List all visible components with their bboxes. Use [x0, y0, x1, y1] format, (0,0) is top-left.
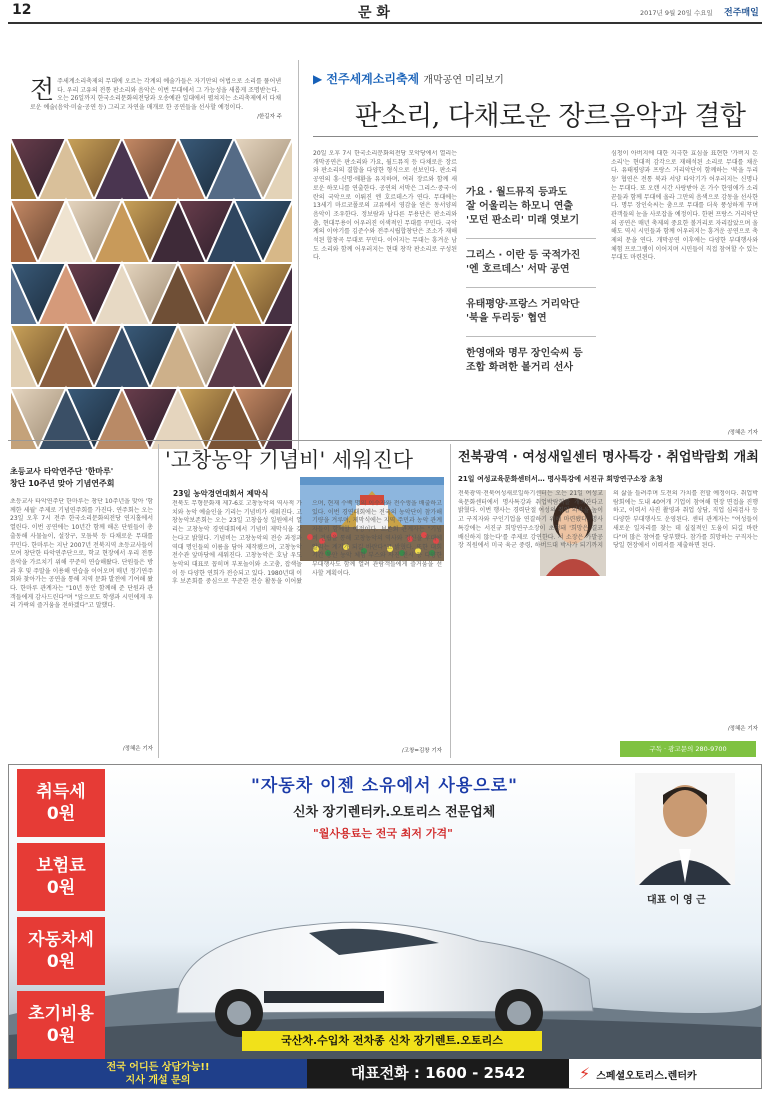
subscribe-phone: 280-9700: [695, 745, 727, 753]
jeonbuk-headline: 전북광역 · 여성새일센터 명사특강 · 취업박람회 개최: [458, 450, 759, 465]
festival-col1: 20일 오후 7시 한국소리문화의전당 모악당에서 열리는 개막공연은 판소리와 가요, 월드뮤직 등 다채로운 장르와 판소리의 결합을 다양한 형식으로 선보인다. 판소리 공연의 흥·신명·애환을 유지하며, 여러 장르와 함께 새로운 하모니를 연출한다. 공연의 서막은 그리스·중국·이란의 국악으로 이뤄진 엔 호르데스가 연다. 무대에는 13세기 마르코폴로의 교류에서 영감을 얻은 동서양의 음악이 조우한다. 정보람과 남다른 무용단은 판소리와 춤, 현대무용이 어우러진 이색적인 무대를 꾸민다. 국악계의 이야기를 김준수와 전주시립합창단은 조소가 재해석된 합창곡 무대로 꾸민다. 이어지는 무대는 흥겨운 남도 소리와 함께 어우러지는 현대 창작 판소리로 구성된다.: [313, 150, 457, 262]
nongak-credit: /고창=김창 기자: [401, 748, 442, 754]
pull-quote: 유태평양·프랑스 거리악단 '북을 두리둥' 협연: [466, 299, 580, 324]
ad-phone: 대표전화 : 1600 - 2542: [307, 1059, 569, 1088]
festival-col3-wrap: [611, 150, 758, 442]
intro-dropcap: 전: [30, 75, 55, 104]
subscribe-bar: [620, 741, 756, 757]
performer-photo-collage: [10, 138, 293, 450]
ad-box-acquisition-tax: 취득세 0원: [17, 769, 105, 837]
hanmaru-body-wrap: [10, 498, 153, 758]
jeonbuk-body: 전북광역·전북여성새로일하기센터는 오는 21일 여성교육문화센터에서 명사특강과 취업박람회를 개최한다고 밝혔다. 이번 행사는 경력단절 여성의 취업 의욕을 높이고 구직자와 구인기업을 연결하기 위해 마련됐다. 명사특강에는 서진규 희망연구소장이 초청돼 '희망은 결코 배신하지 않는다'를 주제로 강연한다. 서 소장은 가발공장 직원에서 미국 육군 중령, 하버드대 박사가 되기까지의 삶을 들려주며 도전의 가치를 전할 예정이다. 취업박람회에는 도내 40여개 기업이 참여해 현장 면접을 진행하고, 이력서 사진 촬영과 취업 상담, 직업 심리검사 등 다양한 부대행사도 운영된다. 센터 관계자는 "여성들이 새로운 일자리를 찾는 데 실질적인 도움이 되길 바란다"며 많은 참여를 당부했다. 참가를 희망하는 구직자는 당일 현장에서 이력서를 제출하면 된다.: [458, 490, 758, 550]
brand-logo-icon: ⚡: [579, 1064, 591, 1083]
ad-box-insurance: 보험료 0원: [17, 843, 105, 911]
ad-recruit-line1: 전국 어디든 상담가능!!: [106, 1062, 210, 1073]
section-title: 문 화: [358, 5, 390, 21]
jeonbuk-body-wrap: [458, 490, 758, 736]
ad-recruit-box: [9, 1059, 307, 1089]
ad-ceo-name: 대표 이 영 근: [647, 895, 706, 906]
festival-credit: /정혜은 기자: [727, 430, 758, 436]
ad-business-line: 신차 장기렌터카.오토리스 전문업체: [293, 805, 496, 820]
ad-banner: 국산차.수입차 전차종 신차 장기렌트.오토리스: [242, 1031, 542, 1051]
headline-rule: [313, 136, 758, 137]
pull-quote: 그리스 · 이란 등 국적가진 '엔 호르데스' 서막 공연: [466, 250, 581, 275]
column-rule: [450, 444, 451, 758]
column-rule: [298, 60, 299, 450]
header-rule: [8, 22, 762, 24]
festival-kicker: ▶ 전주세계소리축제 개막공연 미리보기: [313, 72, 504, 86]
ad-box-car-tax: 자동차세 0원: [17, 917, 105, 985]
pull-rule: [466, 287, 596, 288]
intro-text: 주세계소리축제의 무대에 오르는 각계의 예술가들은 자기만의 어법으로 소리를 풀어낸다. 우리 고유의 전통 판소리와 음악은 이번 무대에서 그 가능성을 새롭게 조명받는다. 오는 26일까지 한국소리문화의전당과 오송예관 일대에서 펼쳐지는 소리축제에서 다채로운 예술(음악·미술·공연 등) 그리고 자연을 매개로 한 공연들을 선사할 예정이다.: [30, 78, 282, 112]
festival-kicker-main: 전주세계소리축제: [326, 72, 420, 86]
nongak-body: 전북도 무형문화재 제7-6호 고창농악의 역사적 가치와 농악 예술인을 기리는 기념비가 세워진다. 고창농악보존회는 오는 23일 고창읍성 일원에서 열리는 고창농악 경연대회에서 기념비 제막식을 갖는다고 밝혔다. 기념비는 고창농악의 전승 과정과 역대 명인들의 이름을 담아 제작됐으며, 고창농악전수관 앞마당에 세워진다. 고창농악은 호남 우도농악의 대표로 꼽히며 부포놀이와 소고춤, 잡색놀이 등 다양한 연희가 전승되고 있다. 1980년대 이후 보존회를 중심으로 꾸준한 전승 활동을 이어왔으며, 현재 수백 명의 이수자와 전수생을 배출하고 있다. 이번 경연대회에는 전국의 농악단이 참가해 기량을 겨루며, 제막식에는 지역 주민과 농악 관계자들이 함께할 예정이다. 보존회 관계자는 "기념비 건립을 통해 고창농악의 역사와 정신을 후대에 알리는 계기가 되길 바란다"고 밝혔다. 또한 대회 기간 동안 농악 체험 부스와 사진 전시 등 다양한 부대행사도 함께 열려 관람객들에게 즐거움을 선사할 계획이다.: [172, 500, 442, 586]
festival-headline: 판소리, 다채로운 장르음악과 결합: [355, 101, 746, 132]
ad-price-line: "월사용료는 전국 최저 가격": [313, 827, 453, 840]
ad-slogan: "자동차 이젠 소유에서 사용으로": [251, 776, 518, 796]
pull-quote: 가요 · 월드뮤직 등과도 잘 어울리는 하모니 연출 '모던 판소리' 미래 엿보기: [466, 187, 580, 226]
ad-recruit-line2: 지사 개설 문의: [125, 1075, 191, 1086]
festival-intro: [30, 75, 282, 122]
nongak-subhead: 23일 농악경연대회서 제막식: [173, 489, 269, 498]
ad-brand-box: [569, 1059, 761, 1088]
festival-pull-quotes: [466, 186, 601, 375]
jeonbuk-credit: /정혜은 기자: [727, 726, 758, 732]
ceo-photo: [635, 773, 735, 885]
car-lease-ad: [8, 764, 762, 1089]
festival-col3: 심청이 아버지에 대한 지극한 효심을 표현한 '가버지 돈소리'는 현대적 감각으로 재해석된 소리로 무대를 채운다. 유태평양과 프랑스 거리악단이 함께하는 '북을 두리둥' 협연은 전통 북과 서양 타악기가 어우러지는 신명나는 무대다. 또 오랜 시간 사랑받아 온 가수 한영애가 소리꾼들과 함께 무대에 올라 그만의 음색으로 감동을 선사한다. 명무 장인숙씨는 춤으로 무대를 더욱 풍성하게 꾸며 관객들의 눈을 사로잡을 예정이다. 한편 프랑스 거리악단의 공연은 매년 축제의 중요한 볼거리로 자리잡았으며 올해도 역시 시민들과 함께 어우러지는 흥겨운 공연으로 축제의 문을 연다. 개막공연 이후에는 다양한 부대행사와 체험 프로그램이 이어지며 시민들이 직접 참여할 수 있는 무대도 마련된다.: [611, 150, 758, 262]
hanmaru-body: 초등교사 타악연주단 한마루는 창단 10주년을 맞아 '함께한 세월' 주제로 기념연주회를 가진다. 연주회는 오는 23일 오후 7시 전주 한국소리문화의전당 연지홀에서 열린다. 이번 공연에는 10년간 함께 해온 단원들이 총출동해 사물놀이, 설장구, 모듬북 등 다채로운 무대를 꾸민다. 한마루는 지난 2007년 전북지역 초등교사들이 모여 창단한 타악연주단으로, 학교 현장에서 우리 전통 음악을 가르치기 위해 꾸준히 연습해왔다. 단원들은 방과 후 및 주말을 이용해 연습을 이어오며 매년 정기연주회와 찾아가는 공연을 통해 지역 문화 발전에 기여해 왔다. 한마루 관계자는 "10년 동안 함께해 준 단원과 관객들에게 감사드린다"며 "앞으로도 학생과 시민에게 우리 가락의 즐거움을 전하겠다"고 말했다.: [10, 498, 153, 610]
column-rule: [158, 444, 159, 758]
hanmaru-headline: 창단 10주년 맞아 기념연주회: [10, 479, 115, 488]
intro-credit: /한길자 주: [257, 113, 282, 120]
pull-quote: 한영애와 명무 장인숙씨 등 조합 화려한 볼거리 선사: [466, 348, 583, 373]
pull-rule: [466, 238, 596, 239]
nongak-headline: '고창농악 기념비' 세워진다: [165, 448, 414, 472]
issue-date: 2017년 9월 20일 수요일: [640, 9, 713, 17]
newspaper-name: 전주매일: [724, 8, 759, 18]
jeonbuk-subhead: 21일 여성교육문화센터서… 명사특강에 서진규 희망연구소장 초청: [458, 475, 663, 483]
hanmaru-credit: /정혜은 기자: [122, 746, 153, 752]
section-divider: [8, 440, 762, 441]
hanmaru-kicker: 초등교사 타악연주단 '한마루': [10, 467, 114, 476]
festival-kicker-sub: 개막공연 미리보기: [423, 75, 504, 86]
pull-rule: [466, 336, 596, 337]
subscribe-label: 구독 · 광고문의: [649, 745, 694, 753]
ad-box-initial-cost: 초기비용 0원: [17, 991, 105, 1059]
page-number: 12: [12, 2, 32, 18]
nongak-body-wrap: [172, 500, 442, 758]
ad-brand-name: 스페셜오토리스.렌터카: [596, 1071, 697, 1082]
